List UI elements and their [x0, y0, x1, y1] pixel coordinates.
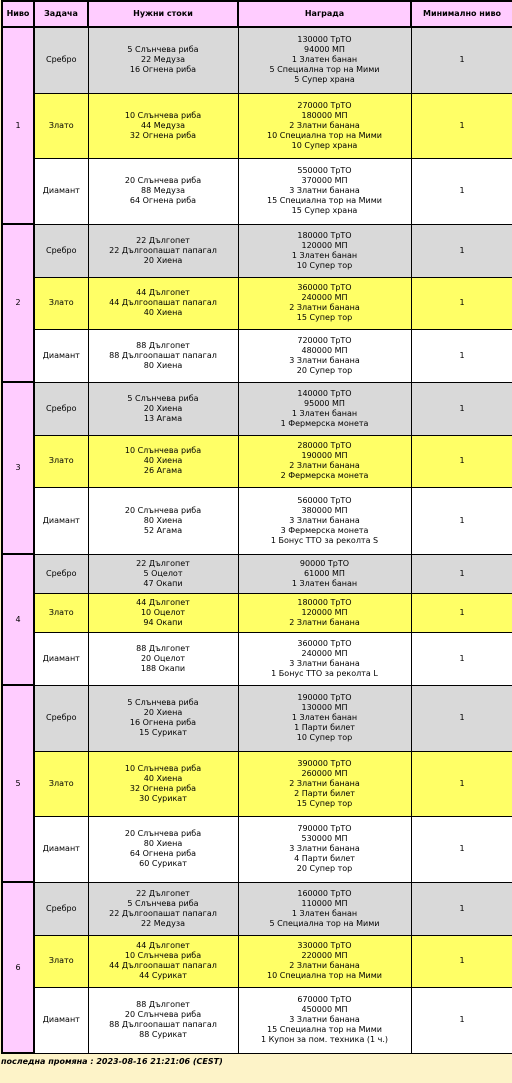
task-cell: Злато — [34, 93, 88, 158]
table-row — [2, 816, 512, 882]
goods-cell-line: 5 Слънчева риба — [127, 898, 199, 908]
min-level-cell: 1 — [411, 329, 512, 382]
header-task: Задача — [34, 1, 88, 27]
reward-cell — [238, 158, 411, 224]
last-modified: последна промяна : 2023-08-16 21:21:06 (CEST) — [1, 1057, 223, 1066]
task-cell: Сребро — [34, 554, 88, 593]
task-cell: Диамант — [34, 987, 88, 1053]
reward-cell — [238, 882, 411, 935]
goods-cell-line: 60 Сурикат — [139, 859, 187, 868]
goods-cell-line: 88 Медуза — [141, 186, 185, 195]
table-row — [2, 277, 512, 329]
reward-cell-line: 10 Специална тор на Мими — [267, 971, 382, 980]
table-row — [2, 435, 512, 487]
reward-cell-line: 1 Бонус ТТО за реколта S — [270, 535, 379, 545]
table-row — [2, 487, 512, 554]
task-cell: Сребро — [34, 382, 88, 435]
reward-cell-line: 90000 ТрТО — [299, 558, 350, 568]
table-row — [2, 632, 512, 685]
task-cell: Сребро — [34, 685, 88, 751]
goods-cell-line: 20 Слънчева риба — [124, 505, 202, 515]
reward-cell-line: 1 Купон за пом. техника (1 ч.) — [260, 1035, 389, 1044]
reward-cell-line: 2 Парти билет — [294, 788, 355, 798]
min-level-cell: 1 — [411, 93, 512, 158]
header-row — [2, 1, 512, 27]
min-level-cell: 1 — [411, 935, 512, 987]
goods-cell-line: 47 Окапи — [143, 578, 183, 588]
goods-cell-line: 44 Дългопет — [136, 941, 190, 950]
goods-cell-line: 88 Дългоопашат папагал — [109, 1020, 217, 1029]
goods-cell-line: 10 Слънчева риба — [124, 763, 202, 773]
reward-cell-line: 10 Супер тор — [296, 260, 353, 270]
goods-cell-line: 5 Слънчева риба — [127, 393, 199, 403]
goods-cell-line: 26 Агама — [143, 466, 183, 475]
reward-cell-line: 10 Специална тор на Мими — [267, 130, 382, 140]
goods-cell — [88, 158, 238, 224]
min-level-cell: 1 — [411, 882, 512, 935]
reward-cell-line: 20 Супер тор — [296, 365, 353, 375]
reward-cell-line: 3 Златни банана — [289, 844, 360, 853]
reward-cell-line: 530000 МП — [301, 834, 348, 843]
reward-cell-line: 480000 МП — [301, 345, 348, 355]
reward-cell-line: 15 Супер тор — [296, 313, 353, 322]
table-row — [2, 224, 512, 277]
header-level: Ниво — [2, 1, 34, 27]
task-cell: Диамант — [34, 816, 88, 882]
reward-cell-line: 2 Златни банана — [289, 303, 360, 312]
table-row — [2, 685, 512, 751]
min-level-cell: 1 — [411, 158, 512, 224]
reward-cell-line: 240000 МП — [301, 648, 348, 658]
reward-cell-line: 120000 МП — [301, 240, 348, 250]
goods-cell-line: 16 Огнена риба — [129, 718, 197, 727]
reward-cell-line: 190000 МП — [301, 451, 348, 460]
level-cell: 1 — [2, 27, 34, 224]
reward-cell-line: 4 Парти билет — [294, 854, 355, 863]
reward-cell-line: 790000 ТрТО — [297, 824, 352, 833]
min-level-cell: 1 — [411, 685, 512, 751]
level-cell: 3 — [2, 382, 34, 554]
reward-cell-line: 3 Златни банана — [289, 186, 360, 195]
goods-cell — [88, 329, 238, 382]
header-goods: Нужни стоки — [88, 1, 238, 27]
task-cell: Сребро — [34, 224, 88, 277]
min-level-cell: 1 — [411, 382, 512, 435]
goods-cell-line: 80 Хиена — [143, 515, 183, 525]
reward-cell-line: 180000 ТрТО — [297, 230, 352, 240]
task-cell: Злато — [34, 435, 88, 487]
reward-cell-line: 190000 ТрТО — [297, 693, 352, 702]
task-cell: Диамант — [34, 487, 88, 554]
reward-cell-line: 5 Супер храна — [294, 75, 355, 85]
reward-cell-line: 5 Специална тор на Мими — [269, 918, 380, 928]
reward-cell-line: 15 Специална тор на Мими — [267, 1025, 382, 1034]
task-cell: Злато — [34, 935, 88, 987]
goods-cell — [88, 277, 238, 329]
goods-cell-line: 88 Дългопет — [136, 1000, 190, 1009]
reward-cell-line: 560000 ТрТО — [297, 495, 352, 505]
min-level-cell: 1 — [411, 554, 512, 593]
reward-cell-line: 3 Златни банана — [289, 658, 360, 668]
reward-cell — [238, 224, 411, 277]
goods-cell-line: 10 Слънчева риба — [124, 110, 202, 120]
reward-cell-line: 10 Супер храна — [291, 140, 358, 150]
min-level-cell: 1 — [411, 632, 512, 685]
goods-cell-line: 5 Слънчева риба — [127, 45, 199, 55]
reward-cell-line: 5 Специална тор на Мими — [269, 65, 380, 75]
task-cell: Злато — [34, 277, 88, 329]
reward-cell — [238, 632, 411, 685]
reward-cell-line: 3 Фермерска монета — [280, 525, 369, 535]
reward-cell-line: 550000 ТрТО — [297, 166, 352, 175]
goods-cell-line: 52 Агама — [143, 525, 183, 535]
reward-cell-line: 15 Супер храна — [291, 206, 358, 215]
goods-cell-line: 40 Хиена — [143, 456, 183, 465]
goods-cell-line: 20 Слънчева риба — [124, 1010, 202, 1019]
goods-cell — [88, 935, 238, 987]
goods-cell-line: 5 Оцелот — [143, 568, 183, 578]
goods-cell-line: 20 Хиена — [143, 403, 183, 413]
goods-cell-line: 22 Дългопет — [136, 888, 190, 898]
reward-cell-line: 360000 ТрТО — [297, 638, 352, 648]
reward-cell-line: 130000 ТрТО — [297, 35, 352, 45]
min-level-cell: 1 — [411, 816, 512, 882]
reward-cell — [238, 277, 411, 329]
goods-cell-line: 20 Оцелот — [140, 653, 186, 663]
goods-cell-line: 10 Оцелот — [140, 607, 186, 617]
reward-cell-line: 720000 ТрТО — [297, 335, 352, 345]
reward-cell-line: 140000 ТрТО — [297, 388, 352, 398]
goods-cell — [88, 554, 238, 593]
reward-cell-line: 94000 МП — [304, 45, 345, 55]
goods-cell — [88, 382, 238, 435]
table-row — [2, 329, 512, 382]
goods-cell — [88, 685, 238, 751]
table-row — [2, 27, 512, 93]
table-row — [2, 882, 512, 935]
goods-cell-line: 22 Дългопет — [136, 235, 190, 245]
reward-cell-line: 670000 ТрТО — [297, 995, 352, 1004]
reward-cell-line: 280000 ТрТО — [297, 441, 352, 450]
table-row — [2, 987, 512, 1053]
goods-cell-line: 44 Дългопет — [136, 597, 190, 607]
reward-cell — [238, 382, 411, 435]
goods-cell-line: 20 Слънчева риба — [124, 176, 202, 185]
reward-cell — [238, 751, 411, 816]
goods-cell-line: 44 Сурикат — [139, 971, 187, 980]
goods-cell-line: 88 Дългопет — [136, 643, 190, 653]
goods-cell — [88, 487, 238, 554]
goods-cell-line: 188 Окапи — [140, 663, 186, 673]
task-cell: Сребро — [34, 27, 88, 93]
level-cell: 2 — [2, 224, 34, 382]
goods-cell-line: 44 Дългопет — [136, 288, 190, 297]
task-cell: Диамант — [34, 329, 88, 382]
min-level-cell: 1 — [411, 27, 512, 93]
goods-cell-line: 44 Дългоопашат папагал — [109, 961, 217, 970]
table-row — [2, 93, 512, 158]
goods-cell — [88, 435, 238, 487]
goods-cell — [88, 816, 238, 882]
task-cell: Злато — [34, 751, 88, 816]
goods-cell-line: 94 Окапи — [143, 617, 183, 627]
table-row — [2, 158, 512, 224]
reward-cell — [238, 27, 411, 93]
reward-cell — [238, 987, 411, 1053]
reward-cell-line: 2 Фермерска монета — [280, 471, 369, 480]
reward-cell-line: 120000 МП — [301, 607, 348, 617]
reward-cell — [238, 554, 411, 593]
reward-cell-line: 1 Златен банан — [291, 55, 358, 65]
reward-cell-line: 3 Златни банана — [289, 1015, 360, 1024]
reward-cell-line: 10 Супер тор — [296, 733, 353, 742]
reward-cell — [238, 935, 411, 987]
goods-cell-line: 22 Дългоопашат папагал — [109, 245, 217, 255]
goods-cell-line: 64 Огнена риба — [129, 196, 197, 205]
goods-cell-line: 22 Медуза — [141, 918, 185, 928]
table-row — [2, 935, 512, 987]
goods-cell-line: 10 Слънчева риба — [124, 951, 202, 960]
reward-cell-line: 1 Бонус ТТО за реколта L — [271, 668, 378, 678]
reward-cell-line: 130000 МП — [301, 703, 348, 712]
goods-cell-line: 22 Дългоопашат папагал — [109, 908, 217, 918]
reward-cell-line: 220000 МП — [301, 951, 348, 960]
reward-cell-line: 2 Златни банана — [289, 617, 360, 627]
reward-cell — [238, 435, 411, 487]
goods-cell-line: 22 Медуза — [141, 55, 185, 65]
reward-cell-line: 1 Парти билет — [294, 723, 355, 732]
goods-cell-line: 40 Хиена — [143, 308, 183, 317]
goods-cell-line: 32 Огнена риба — [129, 783, 197, 793]
goods-cell-line: 5 Слънчева риба — [127, 698, 199, 707]
task-cell: Сребро — [34, 882, 88, 935]
min-level-cell: 1 — [411, 487, 512, 554]
goods-cell-line: 16 Огнена риба — [129, 65, 197, 75]
reward-cell — [238, 816, 411, 882]
goods-cell — [88, 632, 238, 685]
min-level-cell: 1 — [411, 593, 512, 632]
table-row — [2, 382, 512, 435]
min-level-cell: 1 — [411, 987, 512, 1053]
task-cell: Злато — [34, 593, 88, 632]
goods-cell-line: 30 Сурикат — [139, 793, 187, 803]
goods-cell-line: 20 Хиена — [143, 255, 183, 265]
goods-cell — [88, 751, 238, 816]
goods-cell-line: 88 Сурикат — [139, 1030, 187, 1039]
goods-cell-line: 10 Слънчева риба — [124, 446, 202, 455]
reward-cell-line: 360000 ТрТО — [297, 283, 352, 292]
reward-cell-line: 1 Златен банан — [291, 713, 358, 722]
reward-cell-line: 180000 МП — [301, 110, 348, 120]
reward-cell-line: 180000 ТрТО — [297, 597, 352, 607]
goods-cell-line: 80 Хиена — [143, 360, 183, 370]
task-cell: Диамант — [34, 632, 88, 685]
min-level-cell: 1 — [411, 435, 512, 487]
goods-cell-line: 80 Хиена — [143, 839, 183, 848]
reward-cell-line: 380000 МП — [301, 505, 348, 515]
reward-cell-line: 240000 МП — [301, 293, 348, 302]
goods-cell-line: 88 Дългоопашат папагал — [109, 350, 217, 360]
reward-cell-line: 160000 ТрТО — [297, 888, 352, 898]
reward-cell — [238, 593, 411, 632]
reward-cell-line: 110000 МП — [301, 898, 348, 908]
goods-cell — [88, 224, 238, 277]
goods-cell-line: 88 Дългопет — [136, 340, 190, 350]
reward-cell-line: 15 Супер тор — [296, 798, 353, 808]
min-level-cell: 1 — [411, 277, 512, 329]
header-reward: Награда — [238, 1, 411, 27]
goods-cell-line: 32 Огнена риба — [129, 130, 197, 140]
goods-cell-line: 64 Огнена риба — [129, 849, 197, 858]
reward-cell-line: 3 Златни банана — [289, 515, 360, 525]
reward-cell-line: 1 Златен банан — [291, 408, 358, 418]
goods-cell — [88, 882, 238, 935]
reward-cell-line: 370000 МП — [301, 176, 348, 185]
goods-cell — [88, 27, 238, 93]
reward-cell-line: 2 Златни банана — [289, 461, 360, 470]
reward-cell-line: 20 Супер тор — [296, 864, 353, 873]
goods-cell-line: 40 Хиена — [143, 773, 183, 783]
reward-cell-line: 390000 ТрТО — [297, 758, 352, 768]
reward-cell-line: 2 Златни банана — [289, 778, 360, 788]
table-row — [2, 751, 512, 816]
reward-cell-line: 2 Златни банана — [289, 120, 360, 130]
min-level-cell: 1 — [411, 751, 512, 816]
min-level-cell: 1 — [411, 224, 512, 277]
reward-cell — [238, 487, 411, 554]
reward-cell-line: 1 Златен банан — [291, 578, 358, 588]
reward-cell-line: 95000 МП — [304, 398, 345, 408]
reward-cell-line: 1 Златен банан — [291, 250, 358, 260]
reward-cell-line: 330000 ТрТО — [297, 941, 352, 950]
quest-table — [1, 0, 512, 1054]
goods-cell-line: 20 Хиена — [143, 708, 183, 717]
reward-cell-line: 1 Златен банан — [291, 908, 358, 918]
level-cell: 5 — [2, 685, 34, 882]
reward-cell-line: 270000 ТрТО — [297, 100, 352, 110]
reward-cell — [238, 93, 411, 158]
task-cell: Диамант — [34, 158, 88, 224]
level-cell: 4 — [2, 554, 34, 685]
reward-cell-line: 260000 МП — [301, 768, 348, 778]
goods-cell — [88, 593, 238, 632]
table-row — [2, 554, 512, 593]
reward-cell-line: 450000 МП — [301, 1005, 348, 1014]
reward-cell-line: 1 Фермерска монета — [280, 418, 369, 428]
goods-cell-line: 20 Слънчева риба — [124, 829, 202, 838]
goods-cell — [88, 93, 238, 158]
goods-cell-line: 44 Медуза — [141, 120, 185, 130]
header-min-level: Минимално ниво — [411, 1, 512, 27]
reward-cell — [238, 685, 411, 751]
goods-cell-line: 15 Сурикат — [139, 728, 187, 737]
goods-cell — [88, 987, 238, 1053]
reward-cell-line: 2 Златни банана — [289, 961, 360, 970]
goods-cell-line: 22 Дългопет — [136, 558, 190, 568]
goods-cell-line: 44 Дългоопашат папагал — [109, 298, 217, 307]
level-cell: 6 — [2, 882, 34, 1053]
reward-cell-line: 15 Специална тор на Мими — [267, 196, 382, 205]
table-body — [2, 27, 512, 1053]
goods-cell-line: 13 Агама — [143, 413, 183, 423]
reward-cell — [238, 329, 411, 382]
reward-cell-line: 61000 МП — [304, 568, 345, 578]
reward-cell-line: 3 Златни банана — [289, 355, 360, 365]
table-row — [2, 593, 512, 632]
